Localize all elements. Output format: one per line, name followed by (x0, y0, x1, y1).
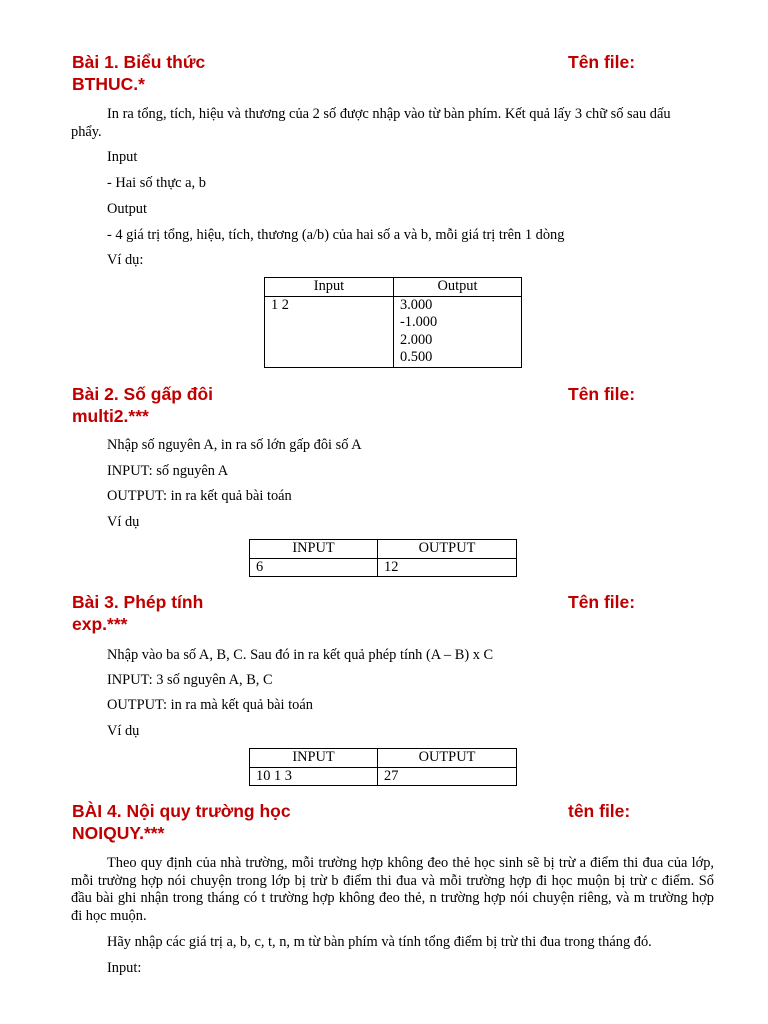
bai3-example-label: Ví dụ (107, 723, 140, 739)
bai2-input-text: INPUT: số nguyên A (107, 463, 229, 479)
bai3-description: Nhập vào ba số A, B, C. Sau đó in ra kết quả phép tính (A – B) x C (107, 647, 494, 663)
bai1-heading (72, 51, 636, 95)
bai4-paragraph-rules: Theo quy định của nhà trường, mỗi trường hợp không đeo thẻ học sinh sẽ bị trừ a điểm thi đua của lớp, mỗi trường hợp nói chuyện trong lớp bị trừ b điểm thi đua và mỗi trường hợp đi học muộn bị trừ c điểm. Sổ đầu bài ghi nhận trong tháng có t trường hợp không đeo thẻ, n trường hợp nói chuyện riêng, và m trường hợp đi học muộn. (71, 855, 714, 924)
bai1-input-text: - Hai số thực a, b (107, 175, 206, 191)
table-header-input: Input (265, 278, 394, 297)
table-row (250, 558, 517, 577)
table-cell-input: 6 (250, 558, 378, 577)
output-line: -1.000 (400, 314, 438, 330)
output-line: 3.000 (400, 296, 433, 313)
bai1-input-label: Input (107, 149, 138, 165)
bai3-heading (72, 591, 636, 635)
table-cell-input: 1 2 (265, 296, 394, 367)
bai3-example-table (249, 748, 517, 786)
bai3-input-text: INPUT: 3 số nguyên A, B, C (107, 672, 273, 688)
bai2-heading (72, 383, 636, 427)
bai2-output-text: OUTPUT: in ra kết quả bài toán (107, 488, 292, 504)
bai2-file-label: Tên file: (568, 384, 636, 404)
bai2-description: Nhập số nguyên A, in ra số lớn gấp đôi số A (107, 437, 362, 453)
bai1-output-text: - 4 giá trị tổng, hiệu, tích, thương (a/b) của hai số a và b, mỗi giá trị trên 1 dòng (107, 227, 565, 243)
bai2-file-name: multi2.*** (72, 406, 149, 426)
bai1-description: In ra tổng, tích, hiệu và thương của 2 số được nhập vào từ bàn phím. Kết quả lấy 3 chữ số sau dấu (107, 106, 671, 122)
bai1-file-name: BTHUC.* (72, 74, 145, 94)
bai4-input-label: Input: (107, 960, 142, 976)
bai3-title: Bài 3. Phép tính (72, 592, 204, 612)
bai4-title: BÀI 4. Nội quy trường học (72, 801, 291, 821)
bai3-file-label: Tên file: (568, 592, 636, 612)
table-cell-output (394, 296, 522, 367)
bai1-title: Bài 1. Biểu thức (72, 52, 206, 72)
bai1-description-cont: phẩy. (71, 124, 102, 140)
bai2-example-label: Ví dụ (107, 514, 140, 530)
bai1-file-label: Tên file: (568, 52, 636, 72)
output-line: 2.000 (400, 331, 433, 348)
table-header-row (250, 540, 517, 559)
table-row (250, 767, 517, 786)
bai2-title: Bài 2. Số gấp đôi (72, 384, 213, 404)
table-header-output: OUTPUT (378, 540, 517, 559)
table-header-row (265, 278, 522, 297)
table-header-output: Output (394, 278, 522, 297)
output-line: 0.500 (400, 349, 433, 365)
table-header-input: INPUT (250, 540, 378, 559)
bai2-example-table (249, 539, 517, 577)
bai1-example-table (264, 277, 522, 368)
bai1-example-label: Ví dụ: (107, 252, 144, 268)
table-cell-output: 27 (378, 767, 517, 786)
bai3-file-name: exp.*** (72, 614, 128, 634)
table-row (265, 296, 522, 367)
bai4-file-label: tên file: (568, 801, 631, 821)
table-cell-output: 12 (378, 558, 517, 577)
bai3-output-text: OUTPUT: in ra mà kết quả bài toán (107, 697, 313, 713)
table-header-input: INPUT (250, 749, 378, 768)
bai1-output-label: Output (107, 201, 147, 217)
bai4-paragraph-task: Hãy nhập các giá trị a, b, c, t, n, m từ bàn phím và tính tổng điểm bị trừ thi đua trong tháng đó. (107, 934, 652, 950)
table-header-row (250, 749, 517, 768)
bai4-heading (72, 800, 631, 844)
bai4-file-name: NOIQUY.*** (72, 823, 165, 843)
table-header-output: OUTPUT (378, 749, 517, 768)
table-cell-input: 10 1 3 (250, 767, 378, 786)
